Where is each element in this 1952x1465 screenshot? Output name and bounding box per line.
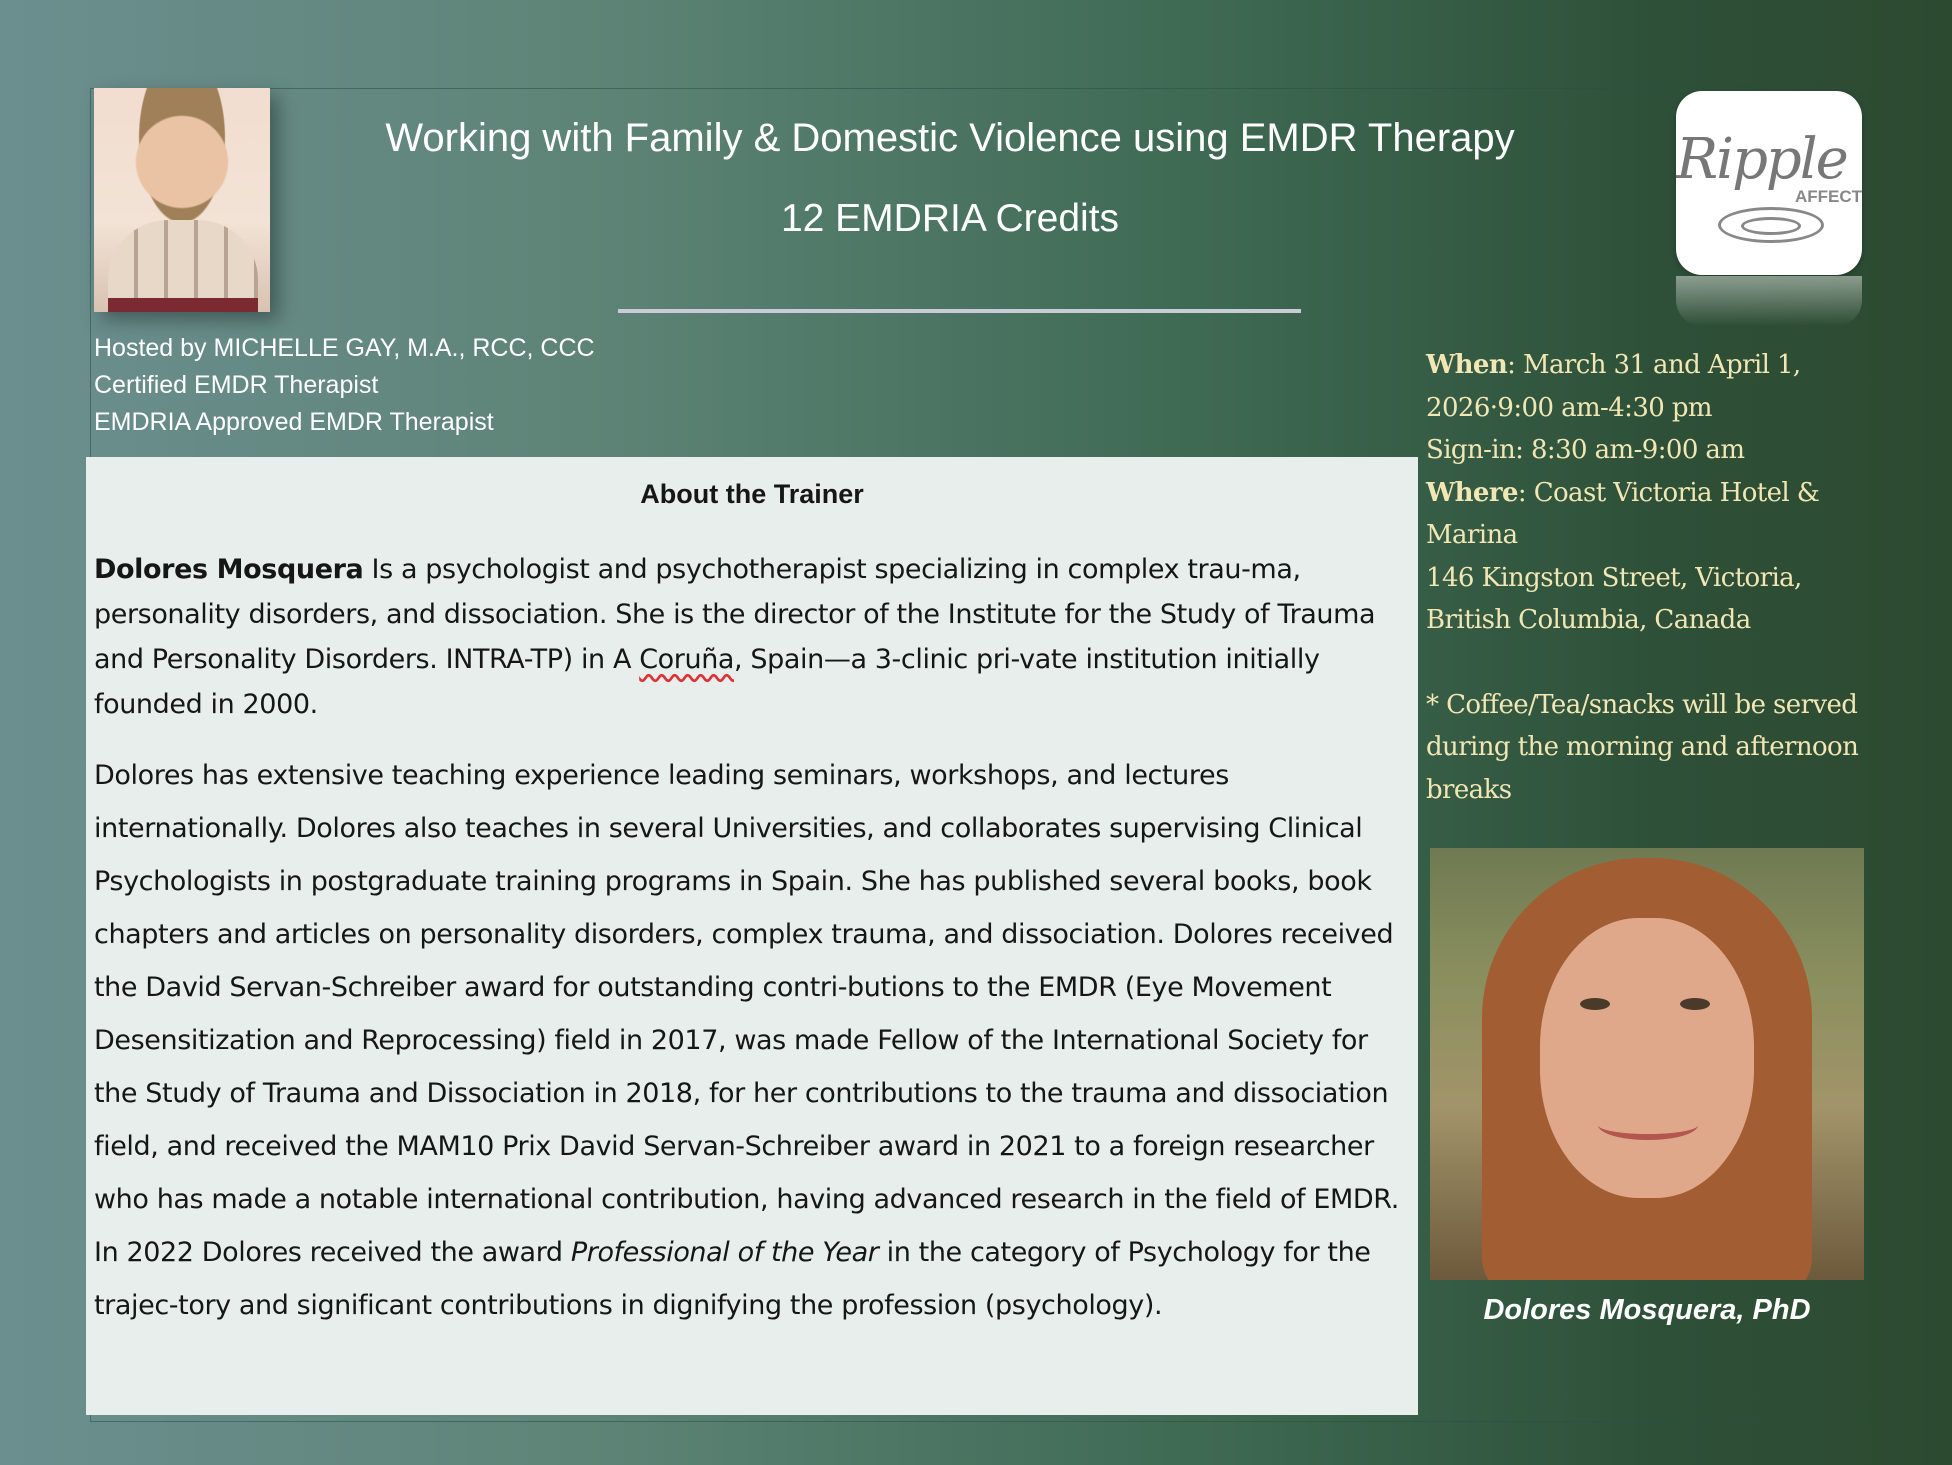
when-label: When <box>1426 350 1508 380</box>
bio-2-text-a: Dolores has extensive teaching experience leading seminars, workshops, and lectures internationally. Dolores also teaches in several Universities, and collaborates supervising Clinical Psychologists in postgraduate training programs in Spain. She has published several books, book chapters and articles on personality disorders, complex trauma, and dissociation. Dolores received the David Servan-Schreiber award for outstanding contri-butions to the EMDR (Eye Movement Desensitization and Reprocessing) field in 2017, was made Fellow of the International Society for the Study of Trauma and Dissociation in 2018, for her contributions to the trauma and dissociation field, and received the MAM10 Prix David Servan-Schreiber award in 2021 to a foreign researcher who has made a notable international contribution, having advanced research in the field of EMDR. In 2022 Dolores received the award <box>94 760 1399 1268</box>
where-label: Where <box>1426 477 1518 508</box>
logo-wordmark: Ripple <box>1676 127 1847 192</box>
host-credential-1: Certified EMDR Therapist <box>94 371 379 399</box>
bio-paragraph-1 <box>94 547 1410 727</box>
bio-2-award: Professional of the Year <box>570 1237 879 1268</box>
logo-subtext: AFFECT <box>1794 187 1862 206</box>
credits-subtitle: 12 EMDRIA Credits <box>780 197 1120 240</box>
bio-1-text-b: , Spain—a 3-clinic pri-vate institution initially founded in 2000. <box>94 644 1320 720</box>
when-text: : March 31 and April 1, 2026·9:00 am-4:30 pm <box>1426 350 1801 423</box>
trainer-face <box>1540 918 1754 1198</box>
when-line <box>1426 344 1866 429</box>
host-credential-2: EMDRIA Approved EMDR Therapist <box>94 408 494 436</box>
title-divider <box>618 309 1301 313</box>
bio-paragraph-2 <box>94 749 1410 1332</box>
host-sweater <box>108 220 258 312</box>
signin-line: Sign-in: 8:30 am-9:00 am <box>1426 435 1745 465</box>
trainer-smile <box>1598 1110 1698 1140</box>
event-details <box>1426 344 1866 811</box>
ripple-icon <box>1718 207 1824 243</box>
about-heading: About the Trainer <box>640 479 864 509</box>
about-trainer-panel <box>86 457 1418 1415</box>
logo-reflection <box>1676 276 1862 326</box>
ripple-affect-logo <box>1676 91 1862 275</box>
trainer-name: Dolores Mosquera <box>94 554 364 585</box>
where-line <box>1426 472 1866 557</box>
bio-1-text-a: Is a psychologist and psychotherapist specializing in complex trau-ma, personality disorders, and dissociation. She is the director of the Institute for the Study of Trauma and Personality Disorders. INTRA-TP) in A <box>94 554 1376 675</box>
trainer-left-eye <box>1580 998 1610 1010</box>
trainer-caption: Dolores Mosquera, PhD <box>1483 1294 1811 1326</box>
refreshments-note: * Coffee/Tea/snacks will be served during the morning and afternoon breaks <box>1426 689 1859 805</box>
host-photo <box>94 88 270 312</box>
trainer-photo <box>1430 848 1864 1280</box>
bio-2-text-b: in the category of Psychology for the trajec-tory and significant contributions in dignifying the profession (psychology). <box>94 1237 1371 1321</box>
address-line: 146 Kingston Street, Victoria, British Columbia, Canada <box>1426 562 1802 635</box>
where-text: : Coast Victoria Hotel & Marina <box>1426 477 1820 550</box>
trainer-right-eye <box>1680 998 1710 1010</box>
event-title: Working with Family & Domestic Violence using EMDR Therapy <box>385 116 1515 160</box>
bio-1-city: Coruña <box>639 644 735 675</box>
host-name: Hosted by MICHELLE GAY, M.A., RCC, CCC <box>94 334 595 362</box>
host-info <box>94 330 595 441</box>
